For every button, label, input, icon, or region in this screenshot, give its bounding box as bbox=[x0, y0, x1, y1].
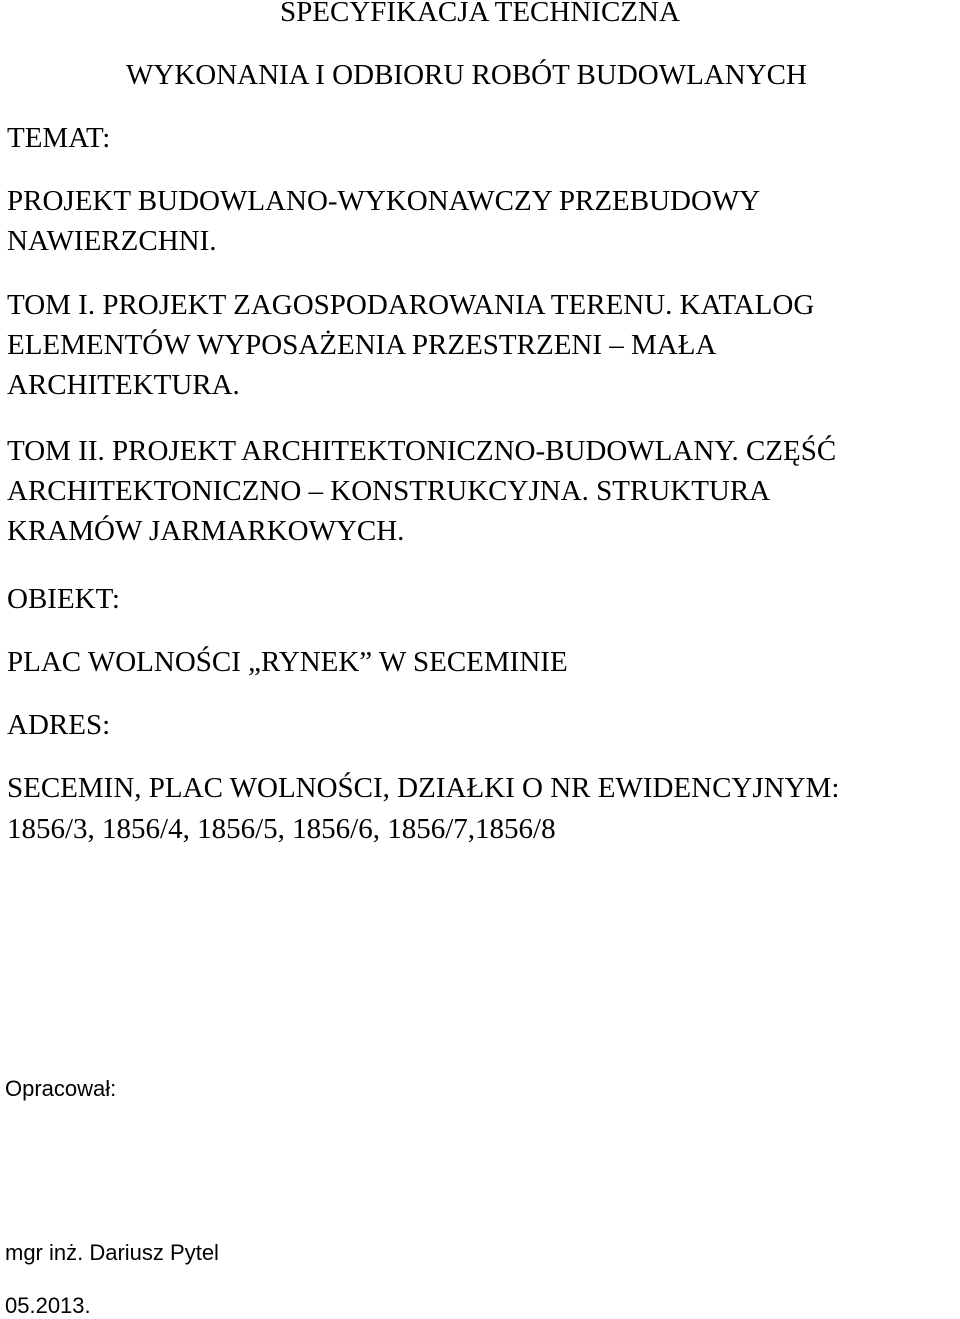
tom-1-description bbox=[7, 285, 814, 405]
tom-1-line: ARCHITEKTURA. bbox=[7, 369, 240, 401]
adres-value-line1: SECEMIN, PLAC WOLNOŚCI, DZIAŁKI O NR EWIDENCYJNYM: bbox=[7, 772, 840, 804]
obiekt-value: PLAC WOLNOŚCI „RYNEK” W SECEMINIE bbox=[7, 646, 568, 678]
tom-2-line: ARCHITEKTONICZNO – KONSTRUKCYJNA. STRUKTURA bbox=[7, 475, 771, 507]
document-title-line2: WYKONANIA I ODBIORU ROBÓT BUDOWLANYCH bbox=[126, 59, 807, 91]
obiekt-label: OBIEKT: bbox=[7, 583, 120, 615]
tom-2-line: TOM II. PROJEKT ARCHITEKTONICZNO-BUDOWLANY. CZĘŚĆ bbox=[7, 435, 837, 467]
project-line: PROJEKT BUDOWLANO-WYKONAWCZY PRZEBUDOWY bbox=[7, 185, 761, 217]
tom-2-line: KRAMÓW JARMARKOWYCH. bbox=[7, 515, 405, 547]
tom-1-line: ELEMENTÓW WYPOSAŻENIA PRZESTRZENI – MAŁA bbox=[7, 329, 717, 361]
tom-2-description bbox=[7, 431, 836, 551]
adres-label: ADRES: bbox=[7, 709, 111, 741]
adres-value-line2: 1856/3, 1856/4, 1856/5, 1856/6, 1856/7,1856/8 bbox=[7, 813, 556, 845]
temat-label: TEMAT: bbox=[7, 122, 111, 154]
project-line: NAWIERZCHNI. bbox=[7, 225, 217, 257]
author-name: mgr inż. Dariusz Pytel bbox=[5, 1240, 219, 1265]
prepared-by-label: Opracował: bbox=[5, 1076, 117, 1101]
document-title-line1: SPECYFIKACJA TECHNICZNA bbox=[280, 0, 680, 28]
tom-1-line: TOM I. PROJEKT ZAGOSPODAROWANIA TERENU. KATALOG bbox=[7, 289, 815, 321]
project-description bbox=[7, 181, 760, 261]
document-date: 05.2013. bbox=[5, 1293, 91, 1318]
